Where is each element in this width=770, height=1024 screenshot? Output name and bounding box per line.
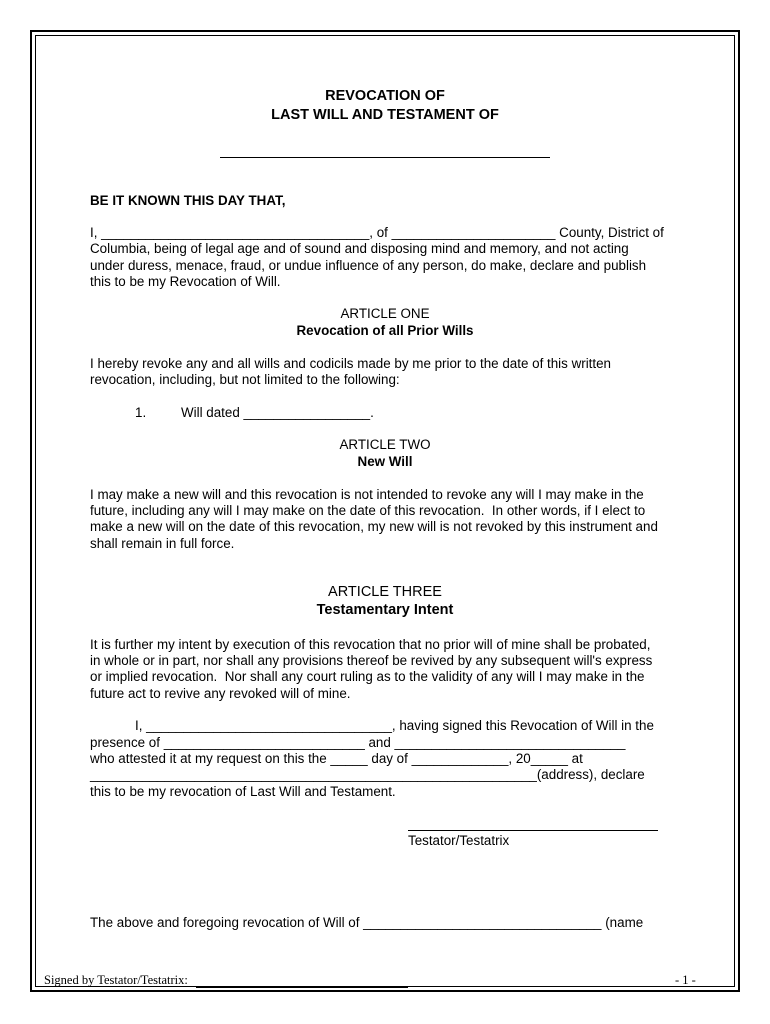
be-it-known-heading: BE IT KNOWN THIS DAY THAT, [90, 193, 286, 208]
signing-line-5: this to be my revocation of Last Will and Testament. [90, 784, 396, 799]
signing-line-1: I, _________________________________, having signed this Revocation of Will in the [135, 718, 654, 733]
footer-signature-line[interactable] [196, 987, 408, 988]
signing-line-3: who attested it at my request on this the _____ day of _____________, 20_____ at [90, 751, 583, 766]
article-three-line-4: future act to revive any revoked will of mine. [90, 686, 351, 701]
article-one-heading: ARTICLE ONE [340, 306, 430, 321]
intro-line-3: under duress, menace, fraud, or undue influence of any person, do make, declare and publish [90, 258, 647, 273]
signing-line-4: ____________________________________________________________(address), declare [90, 767, 645, 782]
article-three-line-3: or implied revocation. Nor shall any court ruling as to the validity of any will I may make in the [90, 669, 645, 684]
article-two-line-2: future, including any will I may make on the date of this revocation. In other words, if I elect to [90, 503, 646, 518]
footer-signed-label: Signed by Testator/Testatrix: [44, 973, 188, 987]
article-two-subheading: New Will [357, 454, 413, 469]
testator-label: Testator/Testatrix [408, 833, 510, 848]
document-title-line2: LAST WILL AND TESTAMENT OF [271, 107, 499, 123]
intro-line-1: I, ____________________________________, of ______________________ County, District of [90, 225, 664, 240]
testator-name-line[interactable] [220, 157, 550, 158]
article-three-subheading: Testamentary Intent [316, 602, 454, 618]
article-two-line-3: make a new will on the date of this revocation, my new will is not revoked by this instrument and [90, 519, 658, 534]
article-three-line-2: in whole or in part, nor shall any provisions thereof be revived by any subsequent will's express [90, 653, 653, 668]
article-three-heading: ARTICLE THREE [328, 584, 442, 600]
list-item-number: 1. [135, 405, 147, 420]
article-three-line-1: It is further my intent by execution of this revocation that no prior will of mine shall be probated, [90, 637, 651, 652]
article-one-line-1: I hereby revoke any and all wills and codicils made by me prior to the date of this written [90, 356, 612, 371]
article-one-line-2: revocation, including, but not limited to the following: [90, 372, 400, 387]
testator-signature-line[interactable] [408, 830, 658, 831]
intro-line-2: Columbia, being of legal age and of sound and disposing mind and memory, and not acting [90, 241, 629, 256]
signing-line-2: presence of ___________________________ and _______________________________ [90, 735, 626, 750]
article-two-line-1: I may make a new will and this revocation is not intended to revoke any will I may make in the [90, 487, 644, 502]
document-title-line1: REVOCATION OF [325, 88, 445, 104]
attestation-line-1: The above and foregoing revocation of Will of ________________________________ (name [90, 915, 644, 930]
will-dated-item: Will dated _________________. [181, 405, 374, 420]
article-two-heading: ARTICLE TWO [339, 437, 431, 452]
article-two-line-4: shall remain in full force. [90, 536, 235, 551]
page-number: - 1 - [675, 973, 696, 987]
intro-line-4: this to be my Revocation of Will. [90, 274, 281, 289]
article-one-subheading: Revocation of all Prior Wills [296, 323, 474, 338]
